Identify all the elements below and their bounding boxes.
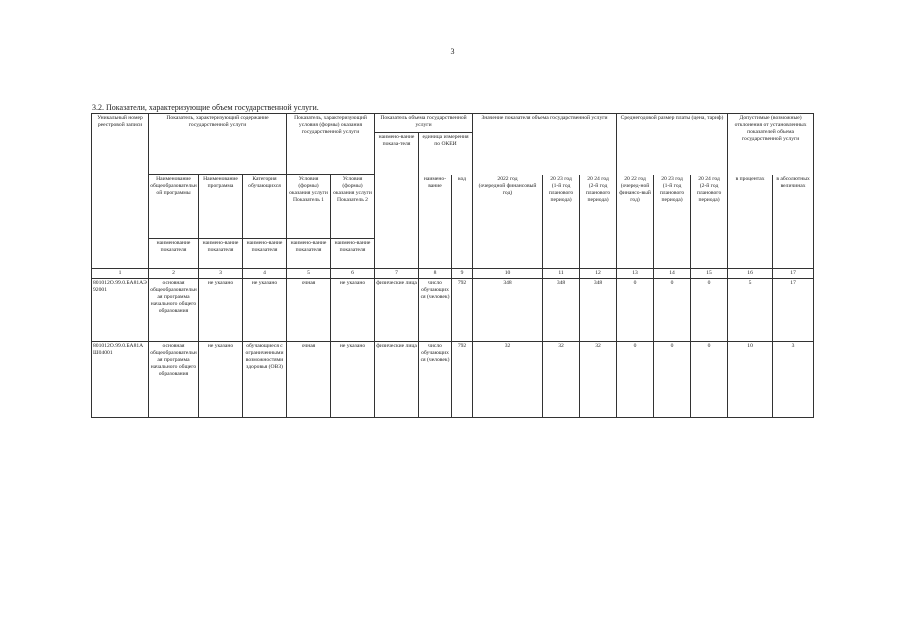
header-fee-2024 [691, 175, 728, 269]
col-num: 2 [149, 269, 199, 279]
col-num: 4 [243, 269, 287, 279]
col-num: 5 [287, 269, 331, 279]
cell-form: очная [287, 279, 331, 342]
col-num: 10 [473, 269, 543, 279]
header-year-2023 [543, 175, 580, 269]
header-ind-name-3: наимено-вание показателя [243, 239, 287, 269]
col-num: 8 [419, 269, 452, 279]
fee-2024-label: 20 24 год [698, 175, 720, 182]
cell-program-type: не указано [199, 342, 243, 418]
col-num: 1 [92, 269, 149, 279]
col-num: 11 [543, 269, 580, 279]
col-num: 15 [691, 269, 728, 279]
cell-dev-absolute: 3 [773, 342, 814, 418]
cell-unit-name: число обучающихся (человек) [419, 279, 452, 342]
column-numbers-row [92, 269, 814, 279]
header-ind-name-4: наимено-вание показателя [287, 239, 331, 269]
cell-unique-number: 801012О.99.0.БА81АШ04001 [92, 342, 149, 418]
fee-2024-note: (2-й год планового периода) [696, 182, 722, 203]
col-num: 6 [331, 269, 375, 279]
fee-2023-note: (1-й год планового периода) [659, 182, 685, 203]
section-title: 3.2. Показатели, характеризующие объем государственной услуги. [92, 103, 319, 112]
header-ind-name-5: наимено-вание показателя [331, 239, 375, 269]
header-sub-cond1: Условия (формы) оказания услуги Показатель 1 [287, 175, 331, 239]
header-sub-program: Наименование программа [199, 175, 243, 239]
cell-program: основная общеобразовательная программа начального общего образования [149, 342, 199, 418]
header-year-2022 [473, 175, 543, 269]
header-fee-2022 [617, 175, 654, 269]
cell-cond2: не указано [331, 279, 375, 342]
cell-value-2024: 348 [580, 279, 617, 342]
cell-program: основная общеобразовательная программа начального общего образования [149, 279, 199, 342]
col-num: 12 [580, 269, 617, 279]
year-2023-note: (1-й год планового периода) [548, 182, 574, 203]
cell-value-2022: 32 [473, 342, 543, 418]
cell-fee-2024: 0 [691, 342, 728, 418]
cell-program-type: не указано [199, 279, 243, 342]
year-2024-note: (2-й год планового периода) [585, 182, 611, 203]
cell-fee-2022: 0 [617, 342, 654, 418]
fee-2022-label: 20 22 год [624, 175, 646, 182]
header-fee-2023 [654, 175, 691, 269]
cell-unit-code: 792 [452, 342, 473, 418]
col-num: 17 [773, 269, 814, 279]
cell-unit-code: 792 [452, 279, 473, 342]
year-2022-label: 2022 год [497, 175, 518, 182]
header-ind-name-1: наименование показателя [149, 239, 199, 269]
col-num: 3 [199, 269, 243, 279]
header-sub-program-name: Наименование общеобразовательной программы [149, 175, 199, 239]
col-num: 14 [654, 269, 691, 279]
header-deviations: Допустимые (возможные) отклонения от установленных показателей объема государственной услуги [728, 114, 814, 175]
cell-unit-name: число обучающихся (человек) [419, 342, 452, 418]
header-in-percent: в процентах [728, 175, 773, 269]
header-ind-name-2: наимено-вание показателя [199, 239, 243, 269]
header-sub-category: Категория обучающихся [243, 175, 287, 239]
cell-consumers: физические лица [375, 342, 419, 418]
col-num: 13 [617, 269, 654, 279]
header-content-indicator: Показатель, характеризующий содержание государственной услуги [149, 114, 287, 175]
cell-fee-2022: 0 [617, 279, 654, 342]
cell-fee-2024: 0 [691, 279, 728, 342]
cell-value-2023: 32 [543, 342, 580, 418]
fee-2023-label: 20 23 год [661, 175, 683, 182]
table-row [92, 279, 814, 342]
cell-cond2: не указано [331, 342, 375, 418]
year-2023-label: 20 23 год [550, 175, 572, 182]
col-num: 16 [728, 269, 773, 279]
cell-dev-absolute: 17 [773, 279, 814, 342]
header-unit-code: код [452, 175, 473, 269]
cell-dev-percent: 5 [728, 279, 773, 342]
cell-fee-2023: 0 [654, 279, 691, 342]
cell-consumers: физические лица [375, 279, 419, 342]
header-volume-indicator: Показатель объема государственной услуги [375, 114, 473, 133]
col-num: 7 [375, 269, 419, 279]
header-volume-name: наимено-вание показа-теля [375, 133, 419, 269]
header-in-absolute: в абсолютных величинах [773, 175, 814, 269]
cell-value-2023: 348 [543, 279, 580, 342]
year-2024-label: 20 24 год [587, 175, 609, 182]
year-2022-note: (очередной финансовый год) [478, 182, 537, 196]
header-unique-number: Уникальный номер реестровой записи [92, 114, 149, 269]
cell-form: очная [287, 342, 331, 418]
header-conditions-indicator: Показатель, характеризующий условия (формы) оказания государственной услуги [287, 114, 375, 175]
header-year-2024 [580, 175, 617, 269]
cell-category: обучающиеся с ограниченными возможностями здоровья (ОВЗ) [243, 342, 287, 418]
header-unit: единица измерения по ОКЕИ [419, 133, 473, 175]
header-fee-values: Среднегодовой размер платы (цена, тариф) [617, 114, 728, 175]
header-unit-name: наимено-вание [419, 175, 452, 269]
fee-2022-note: (очеред-ной финансо-вый год) [619, 182, 651, 203]
col-num: 9 [452, 269, 473, 279]
cell-value-2022: 348 [473, 279, 543, 342]
cell-fee-2023: 0 [654, 342, 691, 418]
header-sub-cond2: Условия (формы) оказания услуги Показатель 2 [331, 175, 375, 239]
table-row [92, 342, 814, 418]
cell-dev-percent: 10 [728, 342, 773, 418]
header-volume-values: Значение показателя объема государственной услуги [473, 114, 617, 175]
cell-category: не указано [243, 279, 287, 342]
page-number: 3 [450, 47, 455, 56]
cell-unique-number: 801012О.99.0.БА81АЭ92001 [92, 279, 149, 342]
volume-indicators-table [91, 113, 814, 418]
cell-value-2024: 32 [580, 342, 617, 418]
